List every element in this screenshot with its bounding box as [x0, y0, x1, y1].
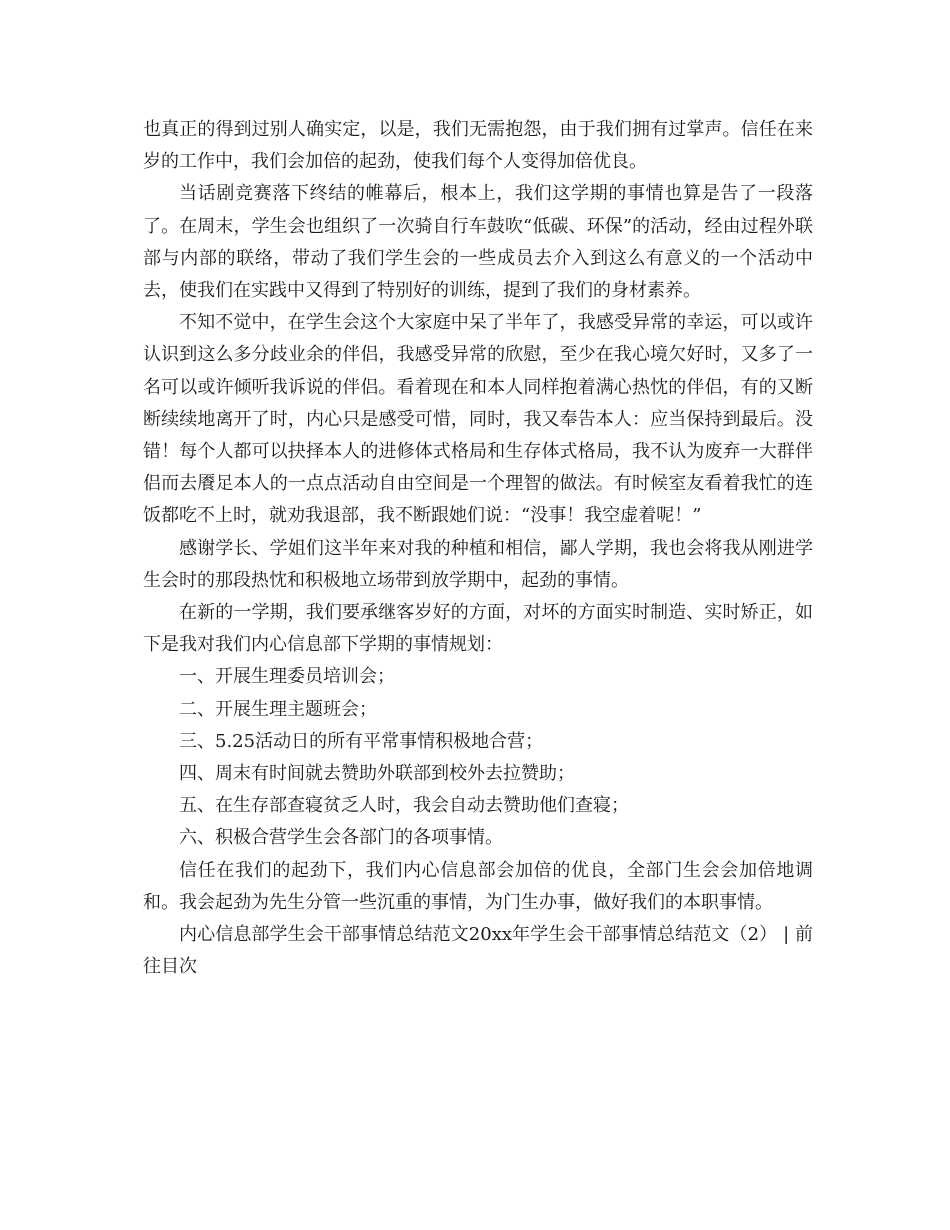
footer-link-line[interactable]: 内心信息部学生会干部事情总结范文20xx年学生会干部事情总结范文（2） | 前往目次: [143, 924, 813, 978]
paragraph-3: 不知不觉中，在学生会这个大家庭中呆了半年了，我感受异常的幸运，可以或许认识到这么多分歧业余的伴侣，我感受异常的欣慰，至少在我心境欠好时，又多了一名可以或许倾听我诉说的伴侣。看着现在和本人同样抱着满心热忱的伴侣，有的又断断续续地离开了时，内心只是感受可惜，同时，我又奉告本人：应当保持到最后。没错！每个人都可以抉择本人的进修体式格局和生存体式格局，我不认为废弃一大群伴侣而去餍足本人的一点点活动自由空间是一个理智的做法。有时候室友看着我忙的连饭都吃不上时，就劝我退部，我不断跟她们说：“没事！我空虚着呢！”: [143, 312, 813, 527]
list-item-2: 二、开展生理主题班会；: [179, 698, 377, 720]
list-item-6: 六、积极合营学生会各部门的各项事情。: [179, 827, 503, 849]
paragraph-4: 感谢学长、学姐们这半年来对我的种植和相信，鄙人学期，我也会将我从刚进学生会时的那段热忱和积极地立场带到放学期中，起劲的事情。: [143, 537, 813, 591]
list-item-4: 四、周末有时间就去赞助外联部到校外去拉赞助；: [179, 763, 575, 785]
paragraph-5: 在新的一学期，我们要承继客岁好的方面，对坏的方面实时制造、实时矫正，如下是我对我们内心信息部下学期的事情规划：: [143, 602, 813, 656]
paragraph-1: 也真正的得到过别人确实定，以是，我们无需抱怨，由于我们拥有过掌声。信任在来岁的工作中，我们会加倍的起劲，使我们每个人变得加倍优良。: [143, 119, 813, 173]
paragraph-2: 当话剧竞赛落下终结的帷幕后，根本上，我们这学期的事情也算是告了一段落了。在周末，学生会也组织了一次骑自行车鼓吹“低碳、环保”的活动，经由过程外联部与内部的联络，带动了我们学生会的一些成员去介入到这么有意义的一个活动中去，使我们在实践中又得到了特别好的训练，提到了我们的身材素养。: [143, 183, 813, 302]
list-item-1: 一、开展生理委员培训会；: [179, 666, 395, 688]
list-item-3: 三、5.25活动日的所有平常事情积极地合营；: [179, 730, 544, 752]
paragraph-6: 信任在我们的起劲下，我们内心信息部会加倍的优良，全部门生会会加倍地调和。我会起劲为先生分管一些沉重的事情，为门生办事，做好我们的本职事情。: [143, 859, 813, 913]
document-body: [143, 114, 813, 983]
list-item-5: 五、在生存部查寝贫乏人时，我会自动去赞助他们查寝；: [179, 795, 629, 817]
